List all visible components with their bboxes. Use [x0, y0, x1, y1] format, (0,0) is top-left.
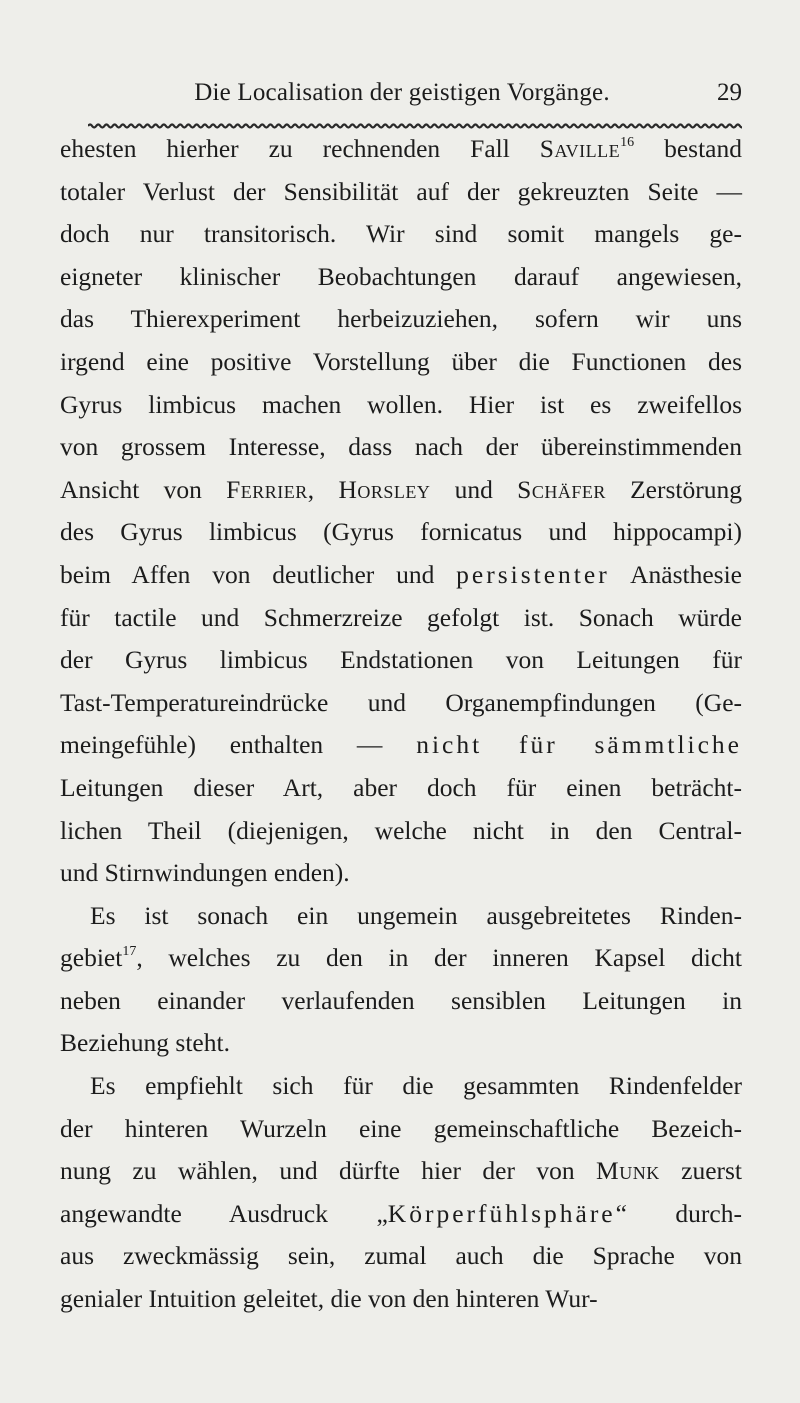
text-segment: eigneter klinischer Beobachtungen darauf angewiesen,	[60, 261, 742, 291]
text-segment: für tactile und Schmerzreize gefolgt ist. Sonach würde	[60, 602, 742, 632]
text-line	[60, 1022, 742, 1065]
emphasized-text: Körperfühlsphäre	[387, 1198, 616, 1228]
text-line	[60, 341, 742, 384]
footnote-marker: 16	[620, 135, 635, 150]
text-segment: nung zu wählen, und dürfte hier der von	[60, 1156, 597, 1186]
text-line	[60, 639, 742, 682]
text-segment: Gyrus limbicus machen wollen. Hier ist es zweifellos	[60, 389, 742, 419]
text-line	[60, 682, 742, 725]
text-segment: neben einander verlaufenden sensiblen Leitungen in	[60, 985, 742, 1015]
text-segment: zuerst	[659, 1156, 743, 1186]
text-line	[60, 980, 742, 1023]
text-segment: des Gyrus limbicus (Gyrus fornicatus und hippocampi)	[60, 517, 742, 547]
text-segment: das Thierexperiment herbeizuziehen, sofern wir uns	[60, 304, 742, 334]
text-segment: Zerstörung	[605, 474, 742, 504]
text-segment: totaler Verlust der Sensibilität auf der gekreuzten Seite —	[60, 176, 742, 206]
running-title: Die Localisation der geistigen Vorgänge.	[194, 79, 610, 106]
text-segment: der hinteren Wurzeln eine gemeinschaftliche Bezeich-	[60, 1113, 742, 1143]
author-name: Schäfer	[517, 474, 606, 504]
author-name: Ferrier	[226, 474, 308, 504]
text-segment: “ durch-	[615, 1198, 742, 1228]
text-segment: aus zweckmässig sein, zumal auch die Sprache von	[60, 1241, 742, 1271]
text-segment: lichen Theil (diejenigen, welche nicht in den Central-	[60, 815, 742, 845]
text-segment: gebiet	[60, 943, 123, 973]
emphasized-text: persistenter	[456, 559, 610, 589]
author-name: Munk	[596, 1156, 660, 1186]
text-segment: und Stirnwindungen enden).	[60, 858, 350, 888]
author-name: Horsley	[338, 474, 431, 504]
body-text	[60, 128, 742, 1321]
text-segment: beim Affen von deutlicher und	[60, 559, 457, 589]
text-line	[60, 895, 742, 938]
text-segment: Tast-Temperatureindrücke und Organempfindungen (Ge-	[60, 687, 742, 717]
text-line	[60, 1150, 742, 1193]
footnote-marker: 17	[122, 944, 137, 960]
text-line	[60, 298, 742, 341]
text-line	[60, 810, 742, 853]
text-segment: Anästhesie	[609, 559, 742, 589]
author-name: Saville	[539, 134, 621, 163]
text-line	[60, 1235, 742, 1278]
text-segment: von grossem Interesse, dass nach der übereinstimmenden	[60, 432, 742, 462]
text-line	[60, 213, 742, 256]
text-line	[60, 384, 742, 427]
text-line	[60, 1065, 742, 1108]
text-segment: ehesten hierher zu rechnenden Fall	[60, 134, 540, 163]
text-line	[60, 469, 742, 512]
text-line	[60, 256, 742, 299]
text-segment: meingefühle) enthalten —	[60, 730, 417, 760]
text-segment: doch nur transitorisch. Wir sind somit mangels ge-	[60, 219, 742, 249]
text-line	[60, 171, 742, 214]
text-line	[60, 1278, 742, 1321]
text-segment: irgend eine positive Vorstellung über die Functionen des	[60, 346, 742, 376]
text-segment: und	[430, 474, 518, 504]
text-segment: der Gyrus limbicus Endstationen von Leitungen für	[60, 645, 742, 675]
emphasized-text: nicht für sämmtliche	[416, 730, 743, 760]
text-segment: ,	[307, 474, 339, 504]
text-line	[60, 511, 742, 554]
text-line	[60, 1108, 742, 1151]
text-segment: Leitungen dieser Art, aber doch für einen beträcht-	[60, 772, 742, 802]
text-line	[60, 767, 742, 810]
text-line	[60, 937, 742, 980]
page-number: 29	[717, 79, 742, 106]
text-line	[60, 128, 742, 171]
text-segment: , welches zu den in der inneren Kapsel dicht	[136, 943, 742, 973]
page-header	[62, 76, 742, 110]
text-line	[60, 1193, 742, 1236]
text-line	[60, 554, 742, 597]
text-segment: Ansicht von	[60, 474, 227, 504]
text-segment: angewandte Ausdruck „	[60, 1198, 388, 1228]
text-segment: bestand	[634, 134, 742, 163]
text-line	[60, 426, 742, 469]
text-line	[60, 724, 742, 767]
text-segment: Es ist sonach ein ungemein ausgebreitetes Rinden-	[90, 900, 742, 930]
text-segment: genialer Intuition geleitet, die von den hinteren Wur-	[60, 1284, 598, 1314]
text-segment: Es empfiehlt sich für die gesammten Rindenfelder	[90, 1071, 742, 1101]
text-segment: Beziehung steht.	[60, 1028, 230, 1058]
text-line	[60, 597, 742, 640]
text-line	[60, 852, 742, 895]
